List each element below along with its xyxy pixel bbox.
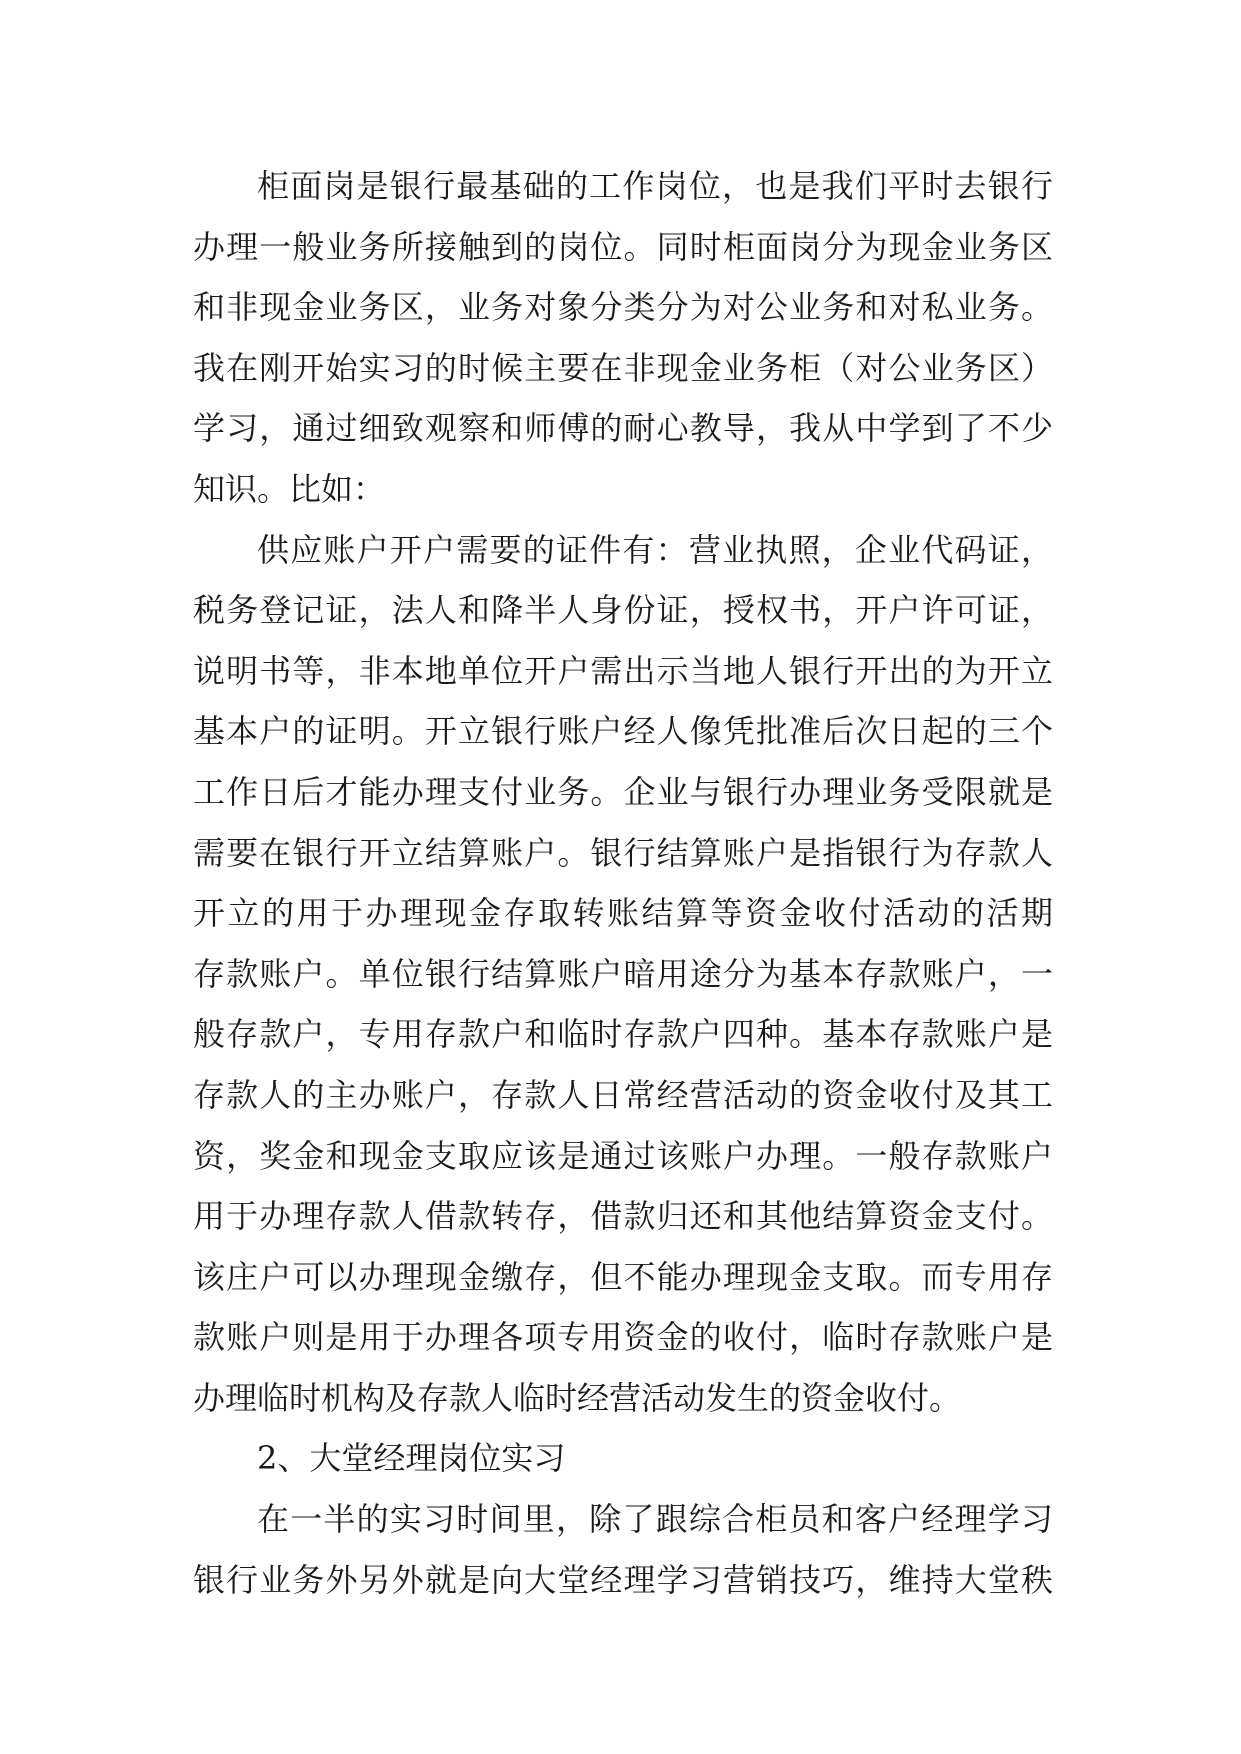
text-line: 存款人的主办账户，存款人日常经营活动的资金收付及其工 — [193, 1075, 1053, 1114]
section-heading — [193, 1428, 1053, 1489]
text-line: 资，奖金和现金支取应该是通过该账户办理。一般存款账户 — [193, 1136, 1053, 1175]
text-line: 基本户的证明。开立银行账户经人像凭批准后次日起的三个 — [193, 712, 1053, 751]
text-line: 办理临时机构及存款人临时经营活动发生的资金收付。 — [193, 1378, 962, 1417]
text-line: 学习，通过细致观察和师傅的耐心教导，我从中学到了不少 — [193, 409, 1053, 448]
paragraph-counter-position — [193, 156, 1053, 520]
text-line: 开立的用于办理现金存取转账结算等资金收付活动的活期 — [193, 894, 1053, 933]
text-line: 需要在银行开立结算账户。银行结算账户是指银行为存款人 — [193, 833, 1053, 872]
text-line: 该庄户可以办理现金缴存，但不能办理现金支取。而专用存 — [193, 1257, 1053, 1296]
text-line: 办理一般业务所接触到的岗位。同时柜面岗分为现金业务区 — [193, 227, 1053, 266]
text-line: 工作日后才能办理支付业务。企业与银行办理业务受限就是 — [193, 772, 1053, 811]
paragraph-lobby-manager — [193, 1489, 1053, 1610]
text-line: 款账户则是用于办理各项专用资金的收付，临时存款账户是 — [193, 1318, 1053, 1357]
document-body — [193, 156, 1053, 1610]
text-line: 用于办理存款人借款转存，借款归还和其他结算资金支付。 — [193, 1197, 1053, 1236]
heading-line: 2、大堂经理岗位实习 — [257, 1439, 566, 1478]
text-line: 我在刚开始实习的时候主要在非现金业务柜（对公业务区） — [193, 348, 1053, 387]
text-line: 在一半的实习时间里，除了跟综合柜员和客户经理学习 — [257, 1500, 1053, 1539]
text-line: 和非现金业务区，业务对象分类分为对公业务和对私业务。 — [193, 288, 1053, 327]
text-line: 供应账户开户需要的证件有：营业执照，企业代码证， — [257, 530, 1053, 569]
text-line: 存款账户。单位银行结算账户暗用途分为基本存款账户，一 — [193, 954, 1053, 993]
text-line: 般存款户，专用存款户和临时存款户四种。基本存款账户是 — [193, 1015, 1053, 1054]
text-line: 银行业务外另外就是向大堂经理学习营销技巧，维持大堂秩 — [193, 1560, 1053, 1599]
text-line: 税务登记证，法人和降半人身份证，授权书，开户许可证， — [193, 591, 1053, 630]
paragraph-account-opening — [193, 520, 1053, 1429]
text-line: 说明书等，非本地单位开户需出示当地人银行开出的为开立 — [193, 651, 1053, 690]
text-line: 柜面岗是银行最基础的工作岗位，也是我们平时去银行 — [257, 167, 1053, 205]
text-line: 知识。比如： — [193, 469, 386, 508]
